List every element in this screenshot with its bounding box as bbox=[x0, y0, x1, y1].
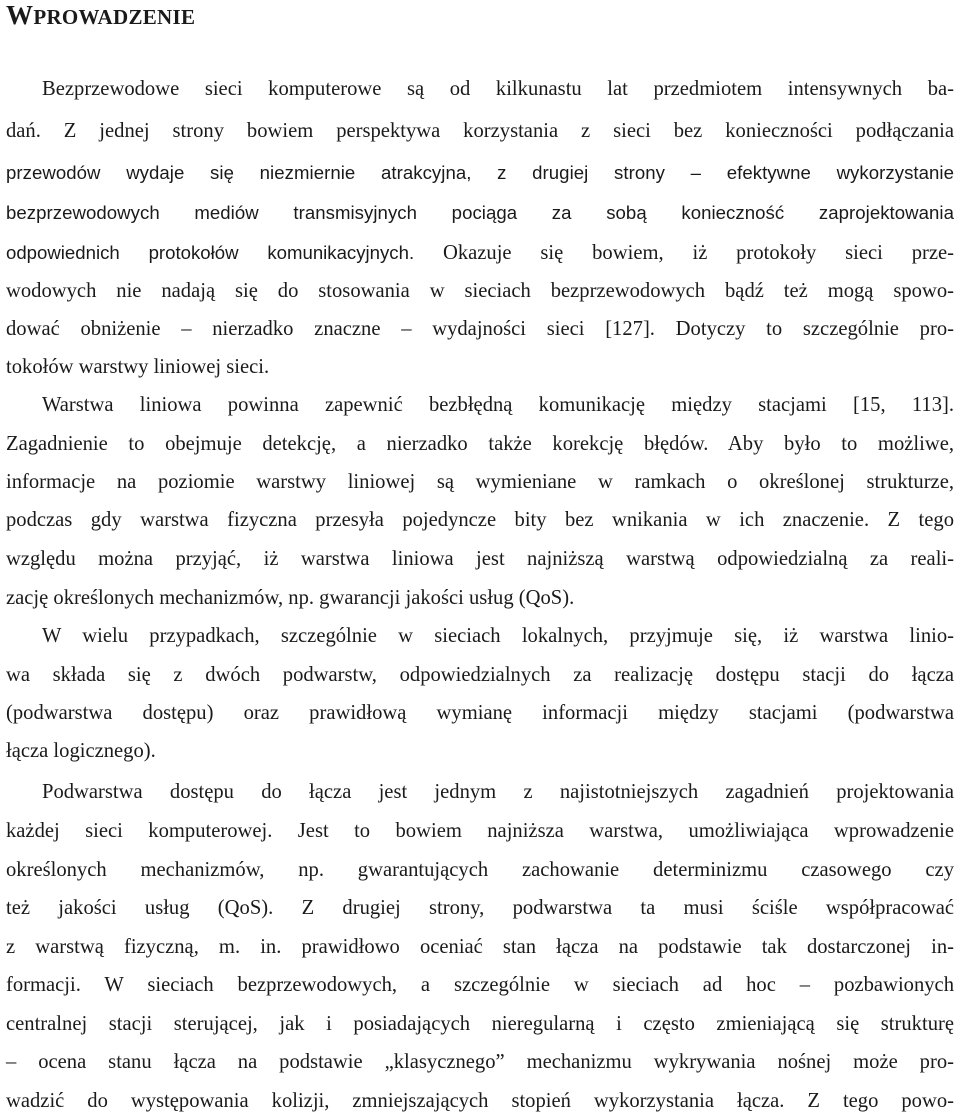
text-line: Bezprzewodowe sieci komputerowe są od kilkunastu lat przedmiotem intensywnych ba- bbox=[42, 78, 954, 100]
text-line: zację określonych mechanizmów, np. gwarancji jakości usług (QoS). bbox=[6, 587, 575, 609]
text-line: określonych mechanizmów, np. gwarantujących zachowanie determinizmu czasowego czy bbox=[6, 859, 954, 881]
text-line: podczas gdy warstwa fizyczna przesyła pojedyncze bity bez wnikania w ich znaczenie. Z tego bbox=[6, 509, 954, 531]
text-segment: odpowiednich protokołów komunikacyjnych. bbox=[6, 242, 415, 263]
text-line: W wielu przypadkach, szczególnie w sieciach lokalnych, przyjmuje się, iż warstwa linio- bbox=[42, 625, 954, 647]
text-line: Zagadnienie to obejmuje detekcję, a nierzadko także korekcję błędów. Aby było to możliwe, bbox=[6, 433, 954, 455]
text-line: centralnej stacji sterującej, jak i posiadających nieregularną i często zmieniającą się strukturę bbox=[6, 1013, 954, 1035]
text-line: każdej sieci komputerowej. Jest to bowiem najniższa warstwa, umożliwiająca wprowadzenie bbox=[6, 820, 954, 842]
text-line: tokołów warstwy liniowej sieci. bbox=[6, 356, 270, 378]
section-heading bbox=[6, 0, 195, 32]
text-segment: Okazuje się bowiem, iż protokoły sieci prze- bbox=[414, 242, 954, 264]
text-line: dować obniżenie – nierzadko znaczne – wydajności sieci [127]. Dotyczy to szczególnie pro- bbox=[6, 318, 954, 340]
heading-initial: W bbox=[6, 0, 34, 30]
text-line: względu można przyjąć, iż warstwa liniowa jest najniższą warstwą odpowiedzialną za reali- bbox=[6, 548, 954, 570]
text-line: dań. Z jednej strony bowiem perspektywa korzystania z sieci bez konieczności podłączania bbox=[6, 120, 954, 142]
heading-rest: PROWADZENIE bbox=[33, 5, 196, 29]
text-line: też jakości usług (QoS). Z drugiej strony, podwarstwa ta musi ściśle współpracować bbox=[6, 897, 954, 919]
text-line-mixed bbox=[6, 239, 954, 267]
text-line: Warstwa liniowa powinna zapewnić bezbłędną komunikację między stacjami [15, 113]. bbox=[42, 394, 954, 416]
text-line: – ocena stanu łącza na podstawie „klasycznego” mechanizmu wykrywania nośnej może pro- bbox=[6, 1051, 954, 1073]
text-line: Podwarstwa dostępu do łącza jest jednym z najistotniejszych zagadnień projektowania bbox=[42, 781, 954, 803]
text-line: wadzić do występowania kolizji, zmniejszających stopień wykorzystania łącza. Z tego powo- bbox=[6, 1090, 954, 1112]
text-line: łącza logicznego). bbox=[6, 740, 156, 762]
text-line: (podwarstwa dostępu) oraz prawidłową wymianę informacji między stacjami (podwarstwa bbox=[6, 702, 954, 724]
text-line: informacje na poziomie warstwy liniowej są wymieniane w ramkach o określonej strukturze, bbox=[6, 471, 954, 493]
text-line: wa składa się z dwóch podwarstw, odpowiedzialnych za realizację dostępu stacji do łącza bbox=[6, 664, 954, 686]
text-line: formacji. W sieciach bezprzewodowych, a szczególnie w sieciach ad hoc – pozbawionych bbox=[6, 974, 954, 996]
text-line: przewodów wydaje się niezmiernie atrakcyjna, z drugiej strony – efektywne wykorzystanie bbox=[6, 162, 954, 183]
text-line: z warstwą fizyczną, m. in. prawidłowo oceniać stan łącza na podstawie tak dostarczonej in- bbox=[6, 936, 954, 958]
text-line: bezprzewodowych mediów transmisyjnych pociąga za sobą konieczność zaprojektowania bbox=[6, 202, 954, 223]
text-line: wodowych nie nadają się do stosowania w sieciach bezprzewodowych bądź też mogą spowo- bbox=[6, 280, 954, 302]
